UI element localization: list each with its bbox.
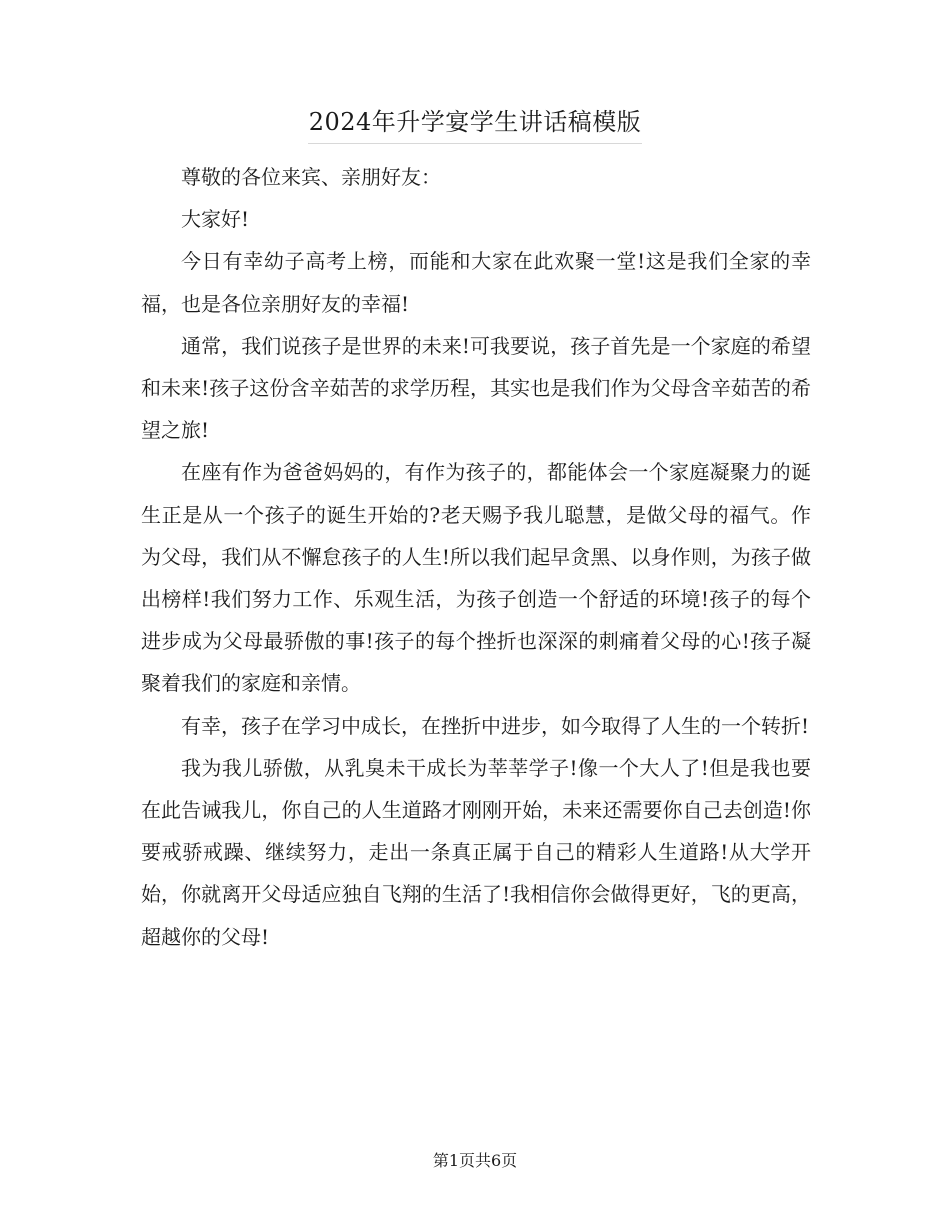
- document-title: 2024年升学宴学生讲话稿模版: [308, 108, 642, 136]
- paragraph: 我为我儿骄傲，从乳臭未干成长为莘莘学子!像一个大人了!但是我也要在此告诫我儿，你自己的人生道路才刚刚开始，未来还需要你自己去创造!你要戒骄戒躁、继续努力，走出一条真正属于自己的精彩人生道路!从大学开始，你就离开父母适应独自飞翔的生活了!我相信你会做得更好，飞的更高，超越你的父母!: [141, 755, 811, 949]
- title-underline: [308, 143, 642, 144]
- paragraph-salutation: 尊敬的各位来宾、亲朋好友：: [181, 165, 441, 189]
- paragraph: 在座有作为爸爸妈妈的，有作为孩子的，都能体会一个家庭凝聚力的诞生正是从一个孩子的诞生开始的?老天赐予我儿聪慧，是做父母的福气。作为父母，我们从不懈怠孩子的人生!所以我们起早贪黑、以身作则，为孩子做出榜样!我们努力工作、乐观生活，为孩子创造一个舒适的环境!孩子的每个进步成为父母最骄傲的事!孩子的每个挫折也深深的刺痛着父母的心!孩子凝聚着我们的家庭和亲情。: [141, 460, 811, 696]
- paragraph: 今日有幸幼子高考上榜，而能和大家在此欢聚一堂!这是我们全家的幸福，也是各位亲朋好友的幸福!: [141, 249, 811, 316]
- paragraph: 有幸，孩子在学习中成长，在挫折中进步，如今取得了人生的一个转折!: [181, 713, 810, 738]
- document-body: [141, 156, 811, 958]
- paragraph: 通常，我们说孩子是世界的未来!可我要说，孩子首先是一个家庭的希望和未来!孩子这份含辛茹苦的求学历程，其实也是我们作为父母含辛茹苦的希望之旅!: [141, 333, 811, 443]
- page-number: 第1页共6页: [432, 1151, 518, 1170]
- paragraph-greeting: 大家好!: [181, 207, 250, 232]
